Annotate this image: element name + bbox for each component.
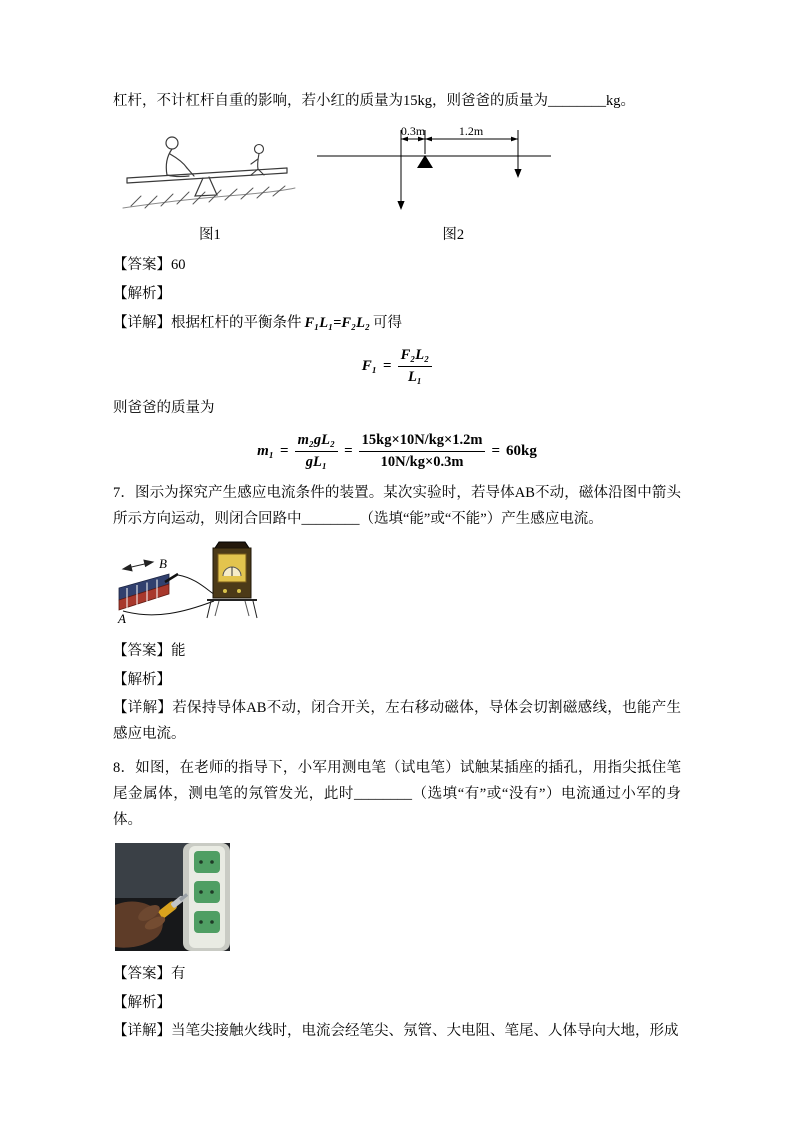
adult-figure (166, 137, 194, 177)
q6-figures (117, 126, 681, 221)
q6-mid-text: 则爸爸的质量为 (113, 400, 215, 416)
fulcrum-icon (417, 155, 433, 168)
lever-left-distance-label: 0.3m (400, 126, 426, 138)
question-7-text: 7．图示为探究产生感应电流条件的装置。某次实验时，若导体AB不动，磁体沿图中箭头所示方向运动，则闭合回路中________（选填“能”或“不能”）产生感应电流。 (113, 485, 681, 527)
power-strip (183, 843, 230, 951)
q6-formula-1 (113, 345, 681, 387)
lever-lines (317, 130, 551, 202)
induction-apparatus-image (115, 538, 275, 630)
q8-photo-block (115, 843, 681, 956)
formula1-equals: = (383, 357, 392, 374)
formula2-fraction-1 (295, 431, 339, 472)
formula2-equals-3: = (491, 442, 501, 459)
q6-detail-before: 根据杠杆的平衡条件 (171, 315, 302, 331)
q8-answer-value: 有 (171, 966, 186, 982)
lever-arrowheads (397, 137, 521, 210)
formula2-equals-1: = (280, 442, 289, 459)
formula1-fraction (398, 346, 433, 387)
q8-analysis-label: 【解析】 (113, 995, 171, 1011)
q7-analysis-line (113, 666, 681, 695)
seesaw-plank (127, 168, 287, 196)
q6-detail-after: 可得 (373, 315, 403, 331)
q7-detail-text: 若保持导体AB不动，闭合开关，左右移动磁体，导体会切割磁感线，也能产生感应电流。 (113, 700, 682, 742)
formula1-denominator: L₁ (407, 368, 422, 385)
q7-answer-line (113, 637, 681, 666)
formula2-result: 60kg (506, 442, 537, 459)
q7-figure-block (115, 538, 681, 635)
q8-detail-text: 当笔尖接触火线时，电流会经笔尖、氖管、大电阻、笔尾、人体导向大地，形成 (171, 1023, 679, 1039)
q6-inline-formula: F₁L₁=F₂L₂ (304, 315, 371, 331)
figure2-caption: 图2 (442, 227, 465, 243)
q7-detail-label: 【详解】 (113, 700, 173, 716)
question-8-text: 8．如图，在老师的指导下，小军用测电笔（试电笔）试触某插座的插孔，用指尖抵住笔尾金属体，测电笔的氖管发光，此时________（选填“有”或“没有”）电流通过小军的身体。 (113, 760, 681, 828)
formula2-equals-2: = (344, 442, 353, 459)
q7-analysis-label: 【解析】 (113, 672, 171, 688)
q8-answer-line (113, 960, 681, 989)
formula2-denominator-1: gL₁ (305, 453, 327, 470)
seesaw-figure-image (117, 126, 299, 221)
q8-detail-label: 【详解】 (113, 1023, 171, 1039)
figure1-caption: 图1 (199, 227, 221, 243)
motion-arrow-icon (123, 560, 153, 571)
conductor-label-b: B (159, 556, 167, 571)
q6-figure-captions (113, 223, 681, 247)
formula2-numerator-1: m₂gL₂ (295, 431, 339, 452)
ground-hatching (123, 186, 295, 208)
q8-analysis-line (113, 989, 681, 1018)
q6-analysis-line (113, 280, 681, 309)
q8-detail-paragraph (113, 1018, 681, 1044)
magnet (119, 574, 169, 610)
test-pen-photo (115, 843, 230, 951)
q6-answer-line (113, 251, 681, 280)
q7-answer-value: 能 (171, 643, 186, 659)
lever-right-distance-label: 1.2m (458, 126, 484, 138)
conductor-label-a: A (118, 611, 126, 626)
q8-answer-label: 【答案】 (113, 966, 171, 982)
q6-continuation-text: 杠杆，不计杠杆自重的影响，若小红的质量为15kg，则爸爸的质量为________kg。 (113, 93, 635, 109)
q6-formula-2 (113, 430, 681, 472)
formula2-numerator-2: 15kg×10N/kg×1.2m (359, 431, 486, 452)
formula1-numerator: F₂L₂ (398, 346, 433, 367)
q6-analysis-label: 【解析】 (113, 286, 171, 302)
q6-answer-label: 【答案】 (113, 257, 171, 273)
formula2-denominator-2: 10N/kg×0.3m (380, 453, 464, 470)
formula2-lhs: m₁ (257, 442, 274, 459)
photo-wall (115, 843, 190, 898)
q6-answer-value: 60 (171, 257, 186, 273)
q7-answer-label: 【答案】 (113, 643, 171, 659)
q6-detail-label: 【详解】 (113, 315, 171, 331)
formula1-lhs: F₁ (361, 357, 378, 374)
galvanometer (207, 542, 257, 618)
formula2-fraction-2 (359, 431, 486, 472)
q7-detail-paragraph (113, 695, 681, 747)
lever-diagram-image (313, 126, 555, 221)
q6-detail-line (113, 309, 681, 338)
